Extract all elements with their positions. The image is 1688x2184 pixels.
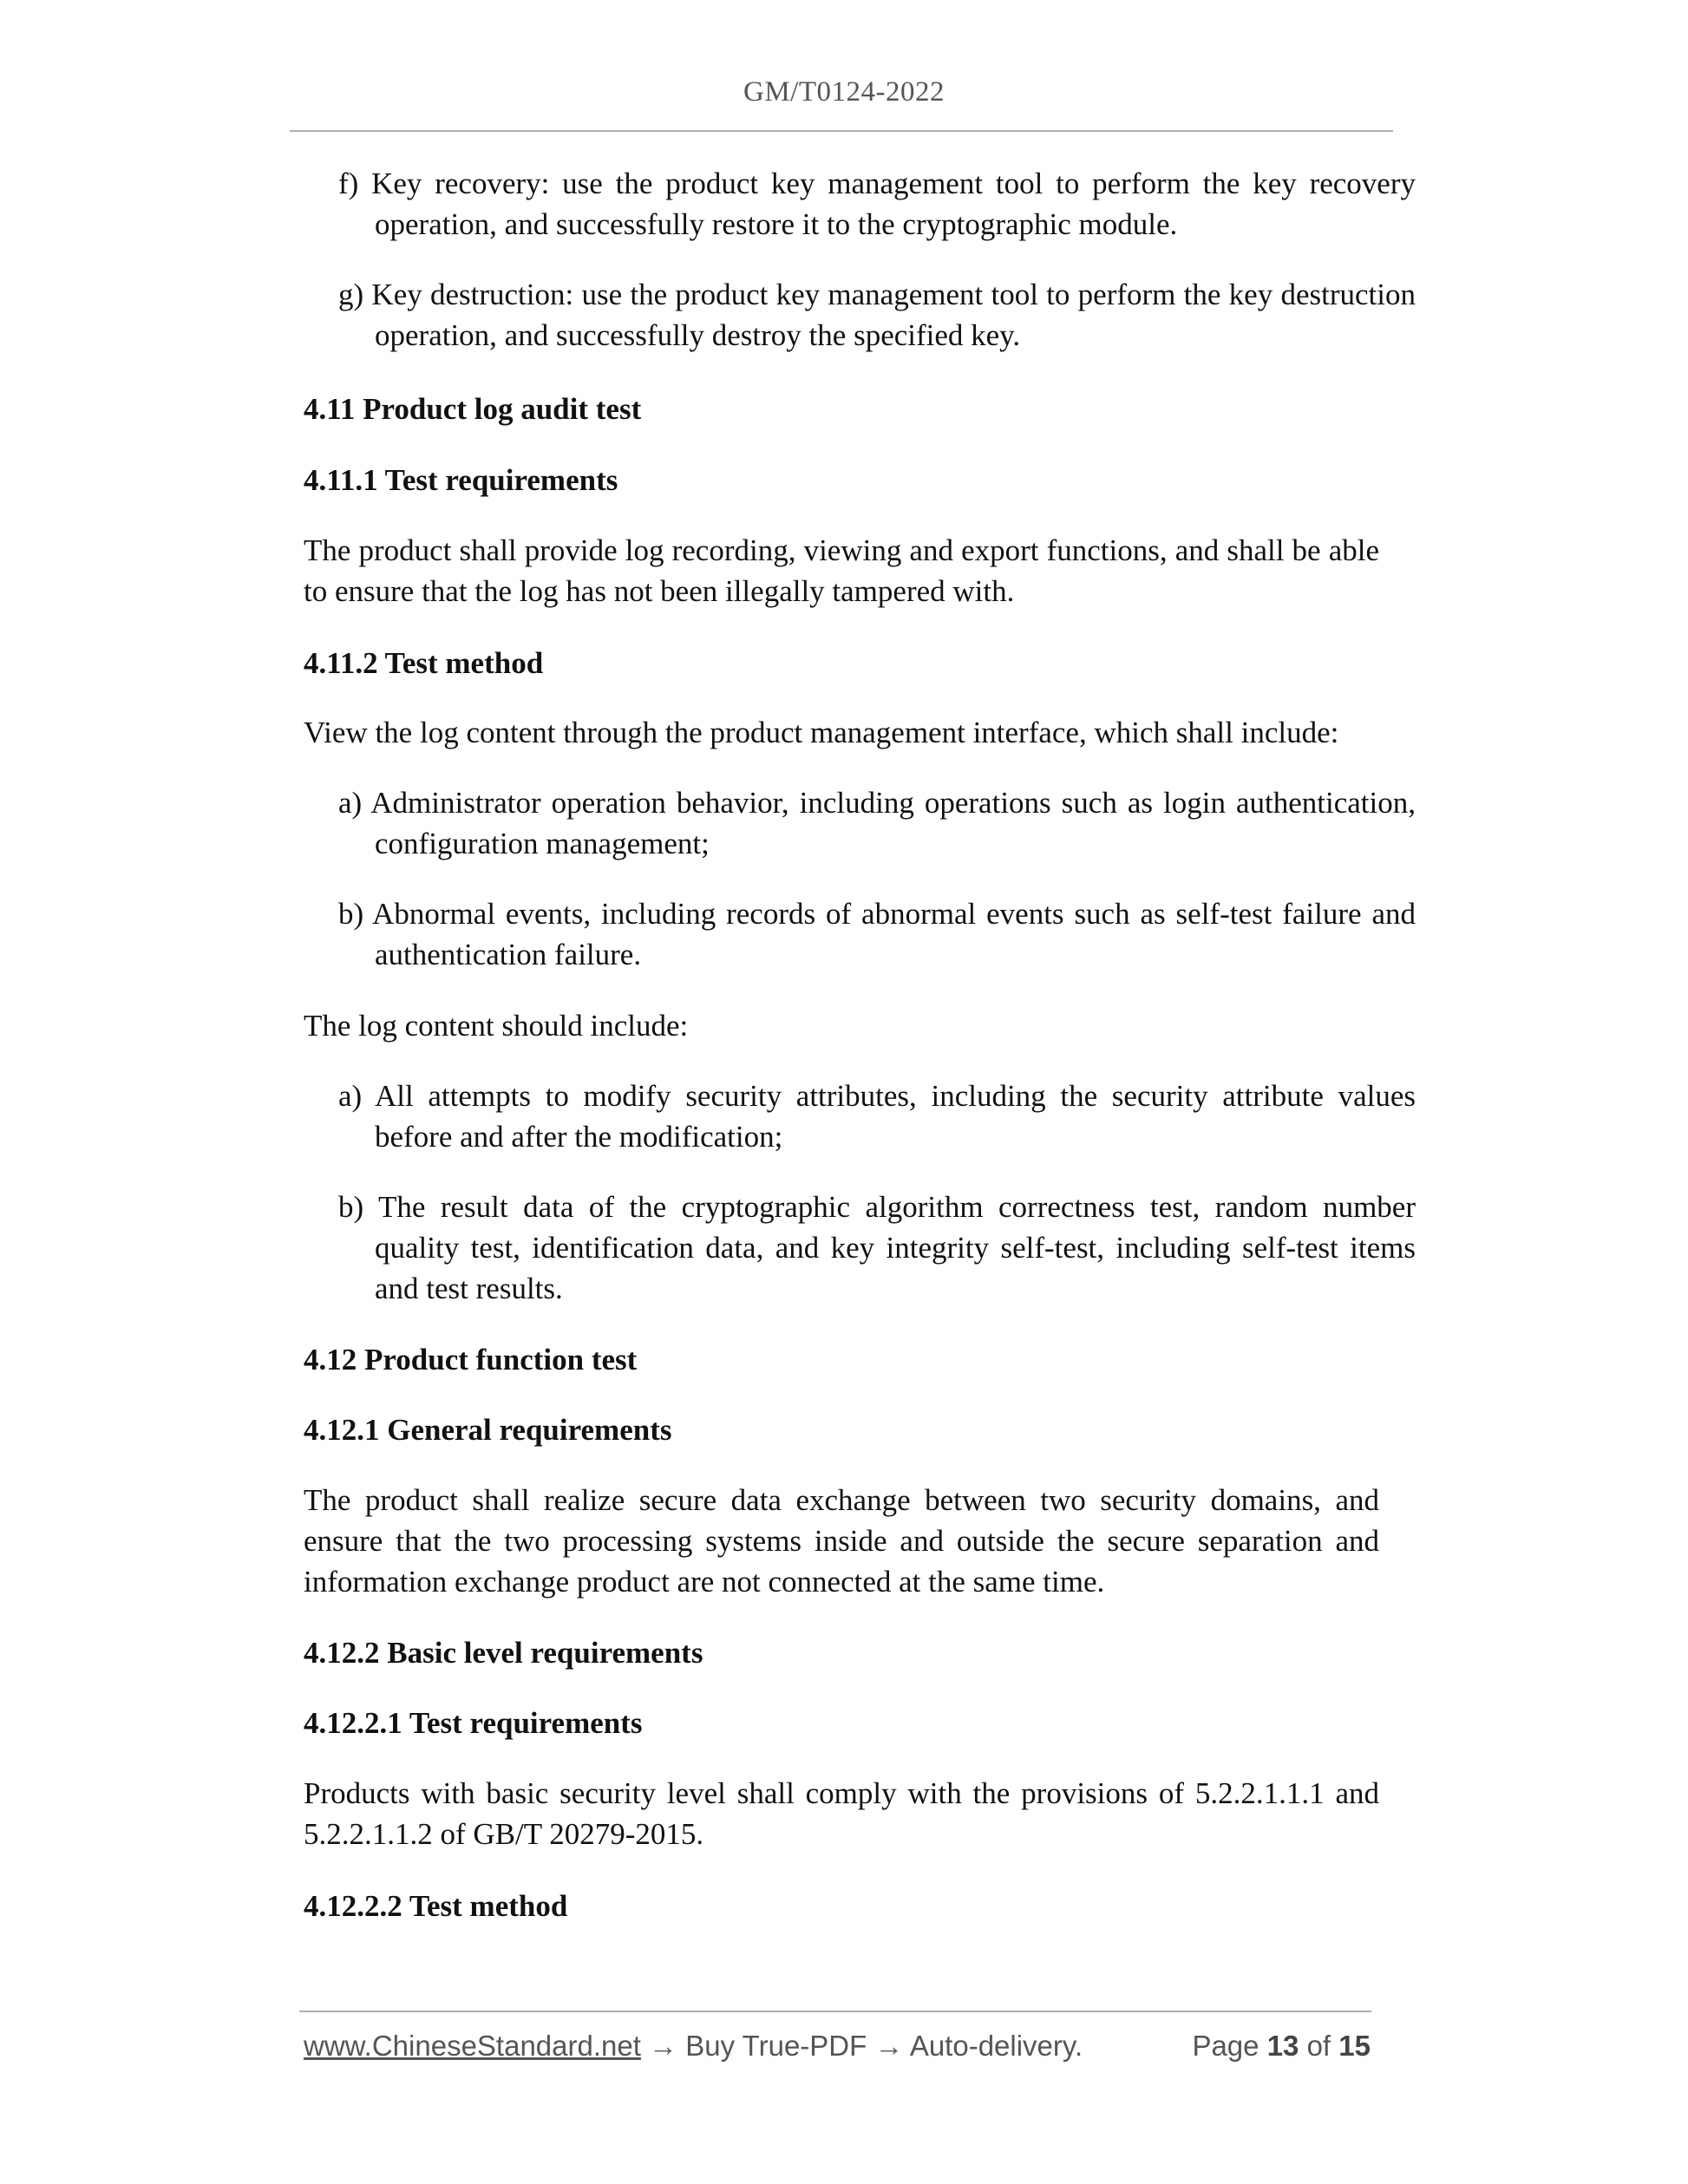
list-item-key-destruction: g) Key destruction: use the product key management tool to perform the key destruction operation, and successfully destroy the specified key.: [338, 278, 1416, 352]
heading-4-12-2-2: 4.12.2.2 Test method: [304, 1889, 568, 1923]
paragraph-4-12-2-1: Products with basic security level shall comply with the provisions of 5.2.2.1.1.1 and 5.2.2.1.1.2 of GB/T 20279-2015.: [304, 1776, 1379, 1851]
footer-divider: [299, 2011, 1371, 2012]
page-footer: [304, 2030, 1371, 2063]
footer-tagline: → Buy True-PDF → Auto-delivery.: [640, 2030, 1083, 2062]
page-header-code: GM/T0124-2022: [743, 76, 945, 108]
heading-4-12-2: 4.12.2 Basic level requirements: [304, 1636, 703, 1670]
heading-4-11-1: 4.11.1 Test requirements: [304, 463, 618, 497]
page-indicator: [1192, 2030, 1371, 2063]
list-item-admin-operation: a) Administrator operation behavior, including operations such as login authentication, configuration management;: [338, 786, 1416, 860]
of-label: of: [1306, 2030, 1331, 2062]
site-link[interactable]: www.ChineseStandard.net: [304, 2030, 641, 2062]
header-divider: [290, 130, 1393, 132]
paragraph-log-content: The log content should include:: [304, 1009, 689, 1043]
heading-4-12: 4.12 Product function test: [304, 1343, 638, 1376]
list-item-result-data: b) The result data of the cryptographic algorithm correctness test, random number quality test, identification data, and key integrity self-test, including self-test items and test results.: [338, 1190, 1416, 1305]
list-item-key-recovery: f) Key recovery: use the product key management tool to perform the key recovery operation, and successfully restore it to the cryptographic module.: [338, 167, 1416, 241]
list-item-abnormal-events: b) Abnormal events, including records of abnormal events such as self-test failure and authentication failure.: [338, 897, 1416, 971]
paragraph-4-12-1: The product shall realize secure data exchange between two security domains, and ensure that the two processing systems inside and outside the secure separation and information exchange product are not connected at the same time.: [304, 1483, 1379, 1599]
paragraph-4-11-1: The product shall provide log recording, viewing and export functions, and shall be able to ensure that the log has not been illegally tampered with.: [304, 533, 1379, 608]
list-item-modify-attributes: a) All attempts to modify security attributes, including the security attribute values before and after the modification;: [338, 1079, 1416, 1154]
heading-4-11: 4.11 Product log audit test: [304, 392, 642, 426]
heading-4-11-2: 4.11.2 Test method: [304, 646, 544, 680]
page-total: 15: [1338, 2030, 1371, 2062]
paragraph-view-log: View the log content through the product management interface, which shall include:: [304, 716, 1339, 749]
heading-4-12-2-1: 4.12.2.1 Test requirements: [304, 1706, 643, 1740]
heading-4-12-1: 4.12.1 General requirements: [304, 1413, 672, 1447]
page-current: 13: [1266, 2030, 1299, 2062]
page-label: Page: [1192, 2030, 1259, 2062]
